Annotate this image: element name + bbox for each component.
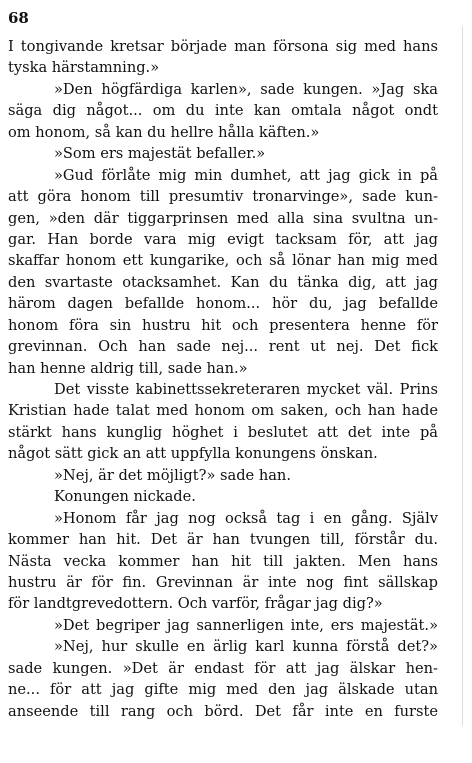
text-line: om honom, så kan du hellre hålla käften.»	[8, 123, 320, 141]
text-line: Kristian hade talat med honom om saken, och han hade	[8, 402, 438, 420]
text-line: Nästa vecka kommer han hit till jakten. Men hans	[8, 552, 438, 570]
text-line: den svartaste otacksamhet. Kan du tänka dig, att jag	[8, 273, 438, 291]
text-line: något sätt gick an att uppfylla konungens önskan.	[8, 445, 378, 463]
text-line: »Nej, hur skulle en ärlig karl kunna förstå det?»	[54, 638, 438, 656]
text-line: »Den högfärdiga karlen», sade kungen. »Jag ska	[54, 80, 438, 98]
text-line: honom föra sin hustru hit och presentera henne för	[8, 316, 438, 334]
text-line: att göra honom till presumtiv tronarvinge», sade kun-	[8, 188, 438, 206]
text-line: sade kungen. »Det är endast för att jag älskar hen-	[8, 659, 438, 677]
text-line: skaffar honom ett kungarike, och så lönar han mig med	[8, 252, 438, 270]
text-line: tyska härstamning.»	[8, 59, 160, 77]
text-line: anseende till rang och börd. Det får inte en furste	[8, 702, 438, 720]
text-line: hustru är för fin. Grevinnan är inte nog fint sällskap	[8, 573, 438, 591]
text-line: »Som ers majestät befaller.»	[54, 145, 266, 163]
text-line: »Det begriper jag sannerligen inte, ers majestät.»	[54, 616, 438, 634]
page-edge-line	[462, 26, 463, 726]
text-line: »Nej, är det möjligt?» sade han.	[54, 466, 291, 484]
page-number: 68	[8, 9, 29, 27]
text-line: Det visste kabinettssekreteraren mycket väl. Prins	[54, 381, 438, 398]
text-line: kommer han hit. Det är han tvungen till, förstår du.	[8, 531, 438, 549]
text-line: gar. Han borde vara mig evigt tacksam för, att jag	[8, 230, 438, 248]
text-line: grevinnan. Och han sade nej... rent ut nej. Det fick	[8, 338, 438, 356]
text-line: Konungen nickade.	[54, 488, 196, 506]
text-line: ne... för att jag gifte mig med den jag älskade utan	[8, 681, 438, 699]
text-line: »Honom får jag nog också tag i en gång. Själv	[54, 509, 438, 527]
text-line: säga dig något... om du inte kan omtala något ondt	[8, 102, 438, 120]
text-line: han henne aldrig till, sade han.»	[8, 359, 248, 377]
text-line: I tongivande kretsar började man försona sig med hans	[8, 38, 438, 55]
text-line: för landtgrevedottern. Och varför, frågar jag dig?»	[8, 595, 383, 613]
text-line: »Gud förlåte mig min dumhet, att jag gick in på	[54, 166, 438, 184]
text-line: stärkt hans kunglig höghet i beslutet att det inte på	[8, 423, 438, 441]
text-line: gen, »den där tiggarprinsen med alla sina svultna un-	[8, 209, 438, 227]
body-text	[8, 36, 438, 722]
text-line: härom dagen befallde honom... hör du, jag befallde	[8, 295, 438, 313]
